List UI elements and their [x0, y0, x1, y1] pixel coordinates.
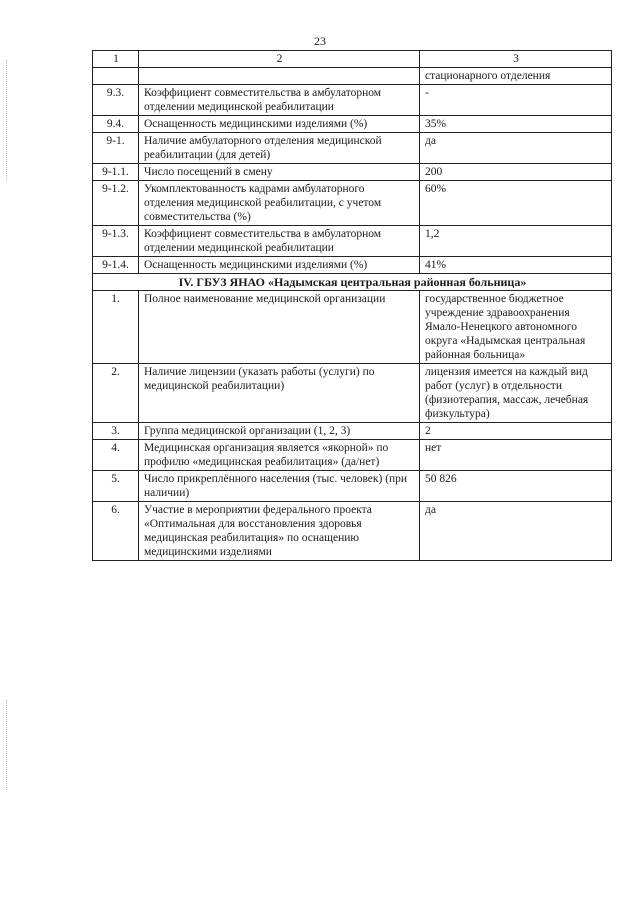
row-number: 4. [93, 440, 139, 471]
header-cell-2: 2 [139, 51, 420, 68]
row-number: 9-1.4. [93, 257, 139, 274]
row-number: 5. [93, 471, 139, 502]
table-row [93, 257, 612, 274]
row-value: да [420, 502, 612, 561]
margin-scan-artifact [6, 700, 9, 790]
row-number: 9-1.3. [93, 226, 139, 257]
row-value: 1,2 [420, 226, 612, 257]
header-cell-3: 3 [420, 51, 612, 68]
table-row [93, 116, 612, 133]
row-indicator [139, 68, 420, 85]
row-number: 9.4. [93, 116, 139, 133]
row-indicator: Оснащенность медицинскими изделиями (%) [139, 116, 420, 133]
row-indicator: Оснащенность медицинскими изделиями (%) [139, 257, 420, 274]
row-value: 2 [420, 423, 612, 440]
section-title: IV. ГБУЗ ЯНАО «Надымская центральная районная больница» [93, 274, 612, 291]
row-number: 9-1.1. [93, 164, 139, 181]
table-row [93, 85, 612, 116]
table-row [93, 423, 612, 440]
row-value: 50 826 [420, 471, 612, 502]
table-row [93, 291, 612, 364]
row-number: 9-1. [93, 133, 139, 164]
row-value: да [420, 133, 612, 164]
row-value: 35% [420, 116, 612, 133]
section-heading-row [93, 274, 612, 291]
table-row [93, 68, 612, 85]
row-value: - [420, 85, 612, 116]
row-indicator: Группа медицинской организации (1, 2, 3) [139, 423, 420, 440]
table-row [93, 226, 612, 257]
row-value: нет [420, 440, 612, 471]
table-row [93, 133, 612, 164]
row-number: 9.3. [93, 85, 139, 116]
row-indicator: Число прикреплённого населения (тыс. человек) (при наличии) [139, 471, 420, 502]
row-indicator: Полное наименование медицинской организации [139, 291, 420, 364]
row-number: 2. [93, 364, 139, 423]
row-number: 3. [93, 423, 139, 440]
row-value: 41% [420, 257, 612, 274]
row-indicator: Участие в мероприятии федерального проекта «Оптимальная для восстановления здоровья медицинская реабилитация» по оснащению медицинскими изделиями [139, 502, 420, 561]
table-header-row [93, 51, 612, 68]
row-number [93, 68, 139, 85]
row-indicator: Коэффициент совместительства в амбулаторном отделении медицинской реабилитации [139, 226, 420, 257]
row-number: 9-1.2. [93, 181, 139, 226]
page-number: 23 [314, 34, 326, 48]
row-value: лицензия имеется на каждый вид работ (услуг) в отдельности (физиотерапия, массаж, лечебная физкультура) [420, 364, 612, 423]
table-row [93, 164, 612, 181]
table-row [93, 440, 612, 471]
header-cell-1: 1 [93, 51, 139, 68]
row-value: стационарного отделения [420, 68, 612, 85]
row-indicator: Коэффициент совместительства в амбулаторном отделении медицинской реабилитации [139, 85, 420, 116]
margin-scan-artifact [6, 60, 9, 180]
document-table [92, 50, 612, 561]
row-indicator: Медицинская организация является «якорной» по профилю «медицинская реабилитация» (да/нет) [139, 440, 420, 471]
row-indicator: Укомплектованность кадрами амбулаторного отделения медицинской реабилитации, с учетом совместительства (%) [139, 181, 420, 226]
row-value: 200 [420, 164, 612, 181]
row-indicator: Число посещений в смену [139, 164, 420, 181]
table-row [93, 181, 612, 226]
table-row [93, 502, 612, 561]
row-value: 60% [420, 181, 612, 226]
row-value: государственное бюджетное учреждение здравоохранения Ямало-Ненецкого автономного округа «Надымская центральная районная больница» [420, 291, 612, 364]
row-number: 1. [93, 291, 139, 364]
row-indicator: Наличие амбулаторного отделения медицинской реабилитации (для детей) [139, 133, 420, 164]
table-row [93, 471, 612, 502]
row-indicator: Наличие лицензии (указать работы (услуги) по медицинской реабилитации) [139, 364, 420, 423]
row-number: 6. [93, 502, 139, 561]
table-row [93, 364, 612, 423]
